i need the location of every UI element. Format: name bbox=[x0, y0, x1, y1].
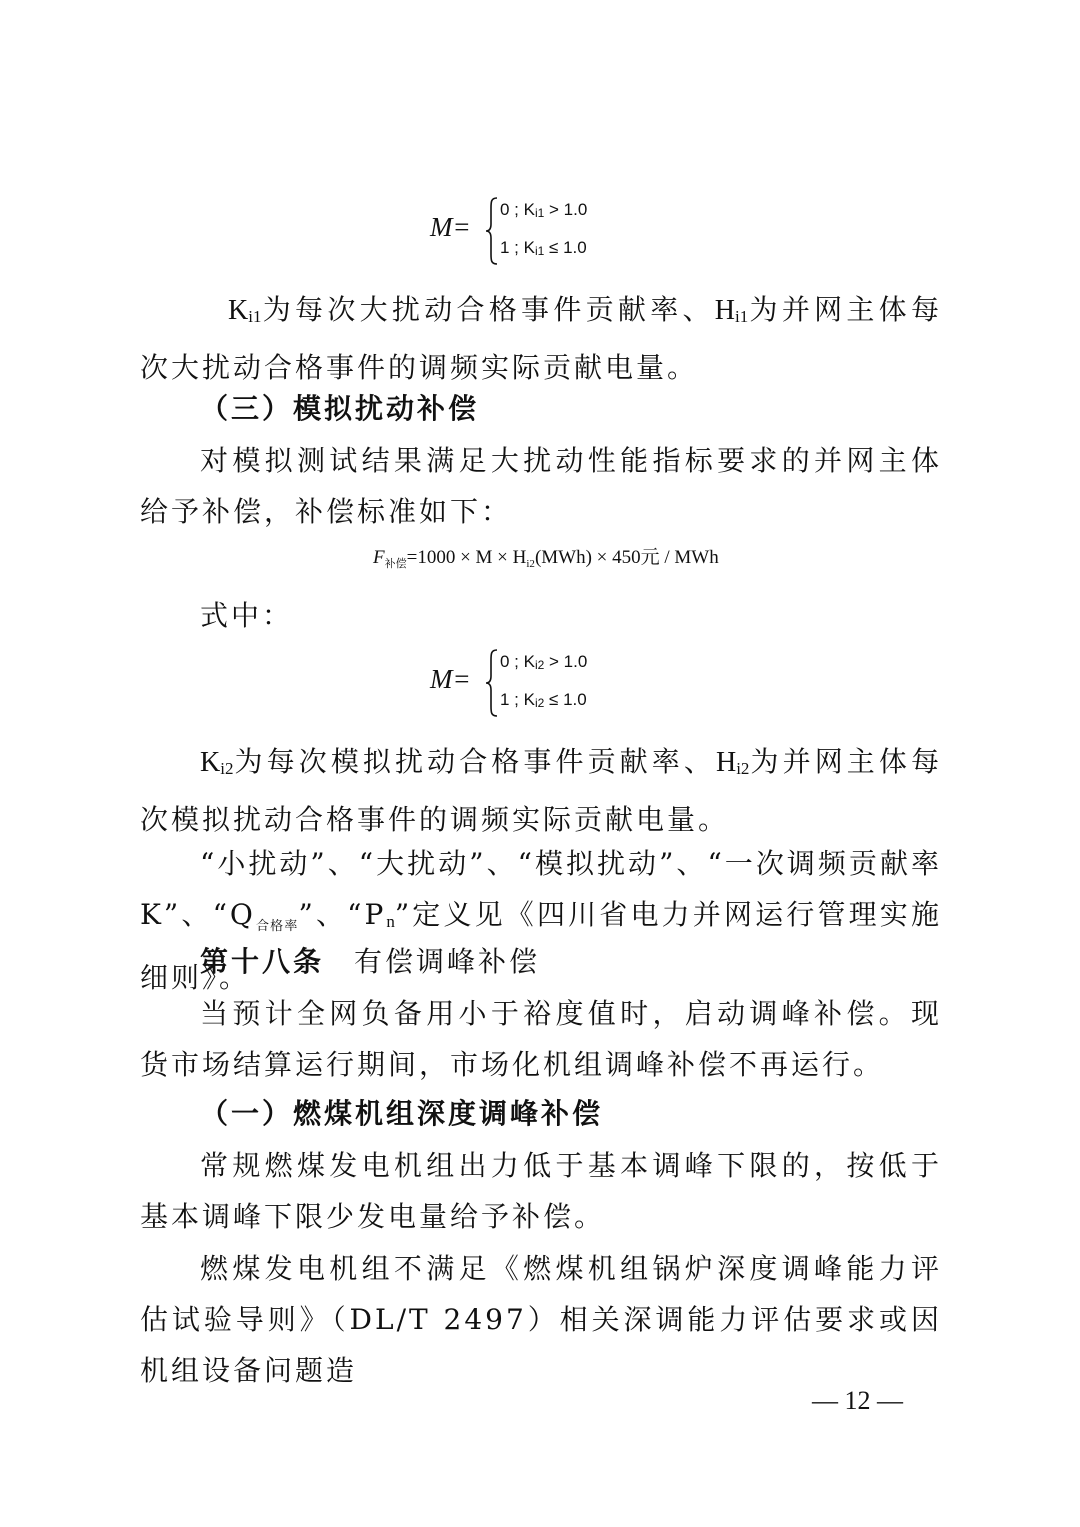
left-brace-icon bbox=[485, 648, 499, 718]
formula-case-1: 0 ; $K_{i2} > 1.0$ bbox=[500, 652, 588, 672]
piecewise-formula-1 bbox=[430, 196, 650, 262]
section-heading-3: （三）模拟扰动补偿 bbox=[200, 392, 480, 425]
paragraph-ki1-definition: $K_{i1}$为每次大扰动合格事件贡献率、$H_{i1}$为并网主体每次大扰动合格事件的调频实际贡献电量。 bbox=[140, 293, 942, 384]
paragraph-ki2-definition: $K_{i2}$为每次模拟扰动合格事件贡献率、$H_{i2}$为并网主体每次模拟扰动合格事件的调频实际贡献电量。 bbox=[140, 745, 942, 836]
formula-case-2: 1 ; $K_{i2} \le 1.0$ bbox=[500, 690, 587, 710]
formula-case-1: 0 ; $K_{i1} > 1.0$ bbox=[500, 200, 588, 220]
left-brace-icon bbox=[485, 196, 499, 266]
piecewise-formula-2 bbox=[430, 648, 650, 714]
paragraph-coal-unit-requirements: 燃煤发电机组不满足《燃煤机组锅炉深度调峰能力评估试验导则》（DL/T 2497）相关深调能力评估要求或因机组设备问题造 bbox=[140, 1252, 942, 1387]
paragraph-peak-regulation: 当预计全网负备用小于裕度值时，启动调峰补偿。现货市场结算运行期间，市场化机组调峰补偿不再运行。 bbox=[140, 997, 942, 1081]
compensation-formula: $F_{补偿}=1000 \times M \times H_{i2}(MWh) \times 450$元 / MWh bbox=[373, 547, 719, 570]
paragraph-simulation-compensation: 对模拟测试结果满足大扰动性能指标要求的并网主体给予补偿，补偿标准如下： bbox=[140, 444, 942, 528]
paragraph-definitions-reference: “小扰动”、“大扰动”、“模拟扰动”、“一次调频贡献率 K”、“$Q_{合格率}$”、“$P_n$”定义见《四川省电力并网运行管理实施细则》。 bbox=[140, 847, 942, 994]
where-label: 式中： bbox=[200, 599, 294, 632]
article-18-heading: 第十八条 有偿调峰补偿 bbox=[200, 945, 541, 978]
section-heading-1: （一）燃煤机组深度调峰补偿 bbox=[200, 1097, 604, 1130]
formula-case-2: 1 ; $K_{i1} \le 1.0$ bbox=[500, 238, 587, 258]
page-number: — 12 — bbox=[812, 1386, 903, 1415]
formula-lhs: M= bbox=[430, 212, 471, 242]
formula-lhs: M= bbox=[430, 664, 471, 694]
paragraph-coal-unit-compensation: 常规燃煤发电机组出力低于基本调峰下限的，按低于基本调峰下限少发电量给予补偿。 bbox=[140, 1149, 942, 1233]
